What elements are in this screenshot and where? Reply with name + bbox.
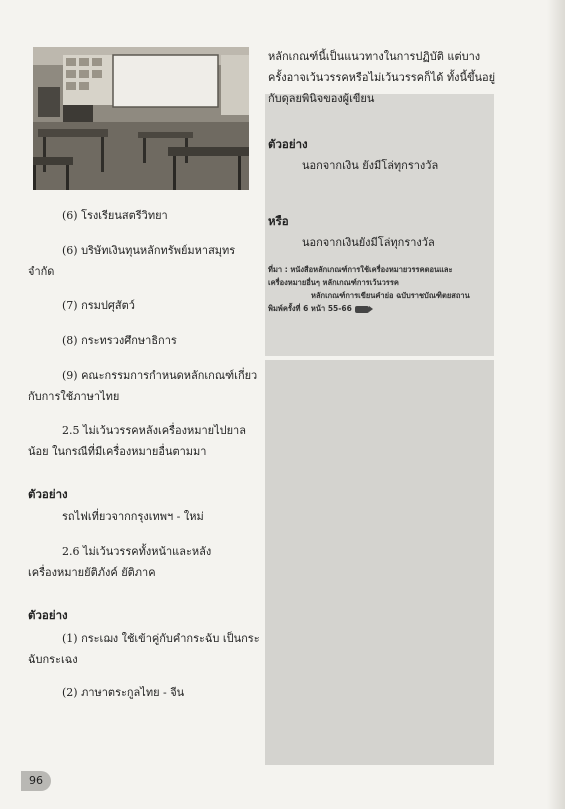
list-item: (8) กระทรวงศึกษาธิการ <box>62 334 177 347</box>
example-text: (1) กระเฌง ใช้เข้าคู่กับคำกระฉับ เป็นกระฉับกระเฉง <box>28 632 260 666</box>
right-intro: หลักเกณฑ์นี้เป็นแนวทางในการปฏิบัติ แต่บางครั้งอาจเว้นวรรคหรือไม่เว้นวรรคก็ได้ ทั้งนี้ขึ้นอยู่กับดุลยพินิจของผู้เขียน <box>268 50 496 105</box>
example-text: นอกจากเงินยังมีโล่ทุกรางวัล <box>302 236 435 249</box>
source-line: เครื่องหมายอื่นๆ หลักเกณฑ์การเว้นวรรค <box>268 278 399 287</box>
source-line: พิมพ์ครั้งที่ 6 หน้า 55-66 <box>268 304 352 313</box>
list-item: (7) กรมปศุสัตว์ <box>62 299 135 312</box>
page-number: 96 <box>21 771 51 791</box>
list-item: (6) โรงเรียนสตรีวิทยา <box>62 209 168 222</box>
example-text: นอกจากเงิน ยังมีโล่ทุกรางวัล <box>302 159 439 172</box>
list-item: (6) บริษัทเงินทุนหลักทรัพย์มหาสมุทร จำกัด <box>28 244 236 278</box>
classroom-photo <box>33 47 249 190</box>
example-text: (2) ภาษาตระกูลไทย - จีน <box>62 686 185 699</box>
page-edge <box>547 0 565 809</box>
example-text: รถไฟเที่ยวจากกรุงเทพฯ - ใหม่ <box>62 510 204 523</box>
blank-panel <box>265 360 494 765</box>
example-heading: ตัวอย่าง <box>28 487 68 501</box>
arrow-right-icon <box>355 306 369 313</box>
source-note <box>268 263 494 315</box>
list-item: (9) คณะกรรมการกำหนดหลักเกณฑ์เกี่ยวกับการใช้ภาษาไทย <box>28 369 258 403</box>
example-heading: ตัวอย่าง <box>268 137 308 151</box>
rule-2-5: 2.5 ไม่เว้นวรรคหลังเครื่องหมายไปยาลน้อย ในกรณีที่มีเครื่องหมายอื่นตามมา <box>28 424 246 458</box>
rule-2-6: 2.6 ไม่เว้นวรรคทั้งหน้าและหลังเครื่องหมายยัติภังค์ ยัติภาค <box>28 545 212 579</box>
source-line: หลักเกณฑ์การเขียนคำย่อ ฉบับราชบัณฑิตยสถาน <box>311 291 470 300</box>
or-heading: หรือ <box>268 214 289 228</box>
example-heading: ตัวอย่าง <box>28 608 68 622</box>
source-line: ที่มา : หนังสือหลักเกณฑ์การใช้เครื่องหมายวรรคตอนและ <box>268 265 453 274</box>
right-examples <box>268 134 492 253</box>
classroom-illustration <box>33 47 249 190</box>
